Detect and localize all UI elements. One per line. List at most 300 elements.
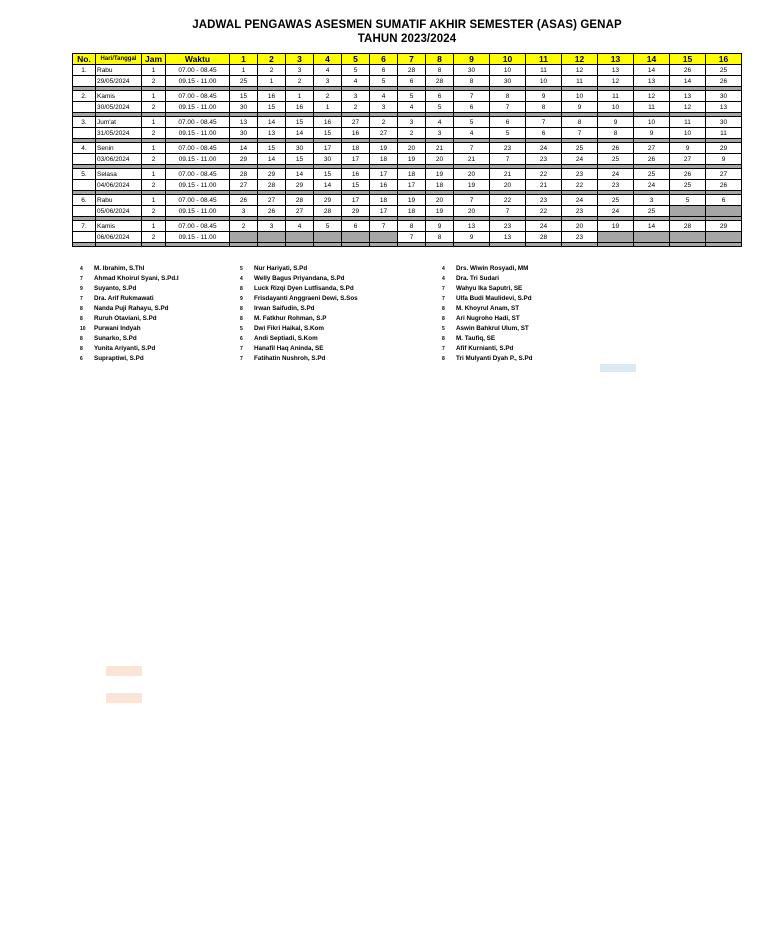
supervisor-count: 8 xyxy=(80,346,83,352)
room-cell: 17 xyxy=(370,169,398,180)
session-number: 1 xyxy=(142,195,166,206)
room-cell: 14 xyxy=(634,221,670,232)
room-cell: 22 xyxy=(526,169,562,180)
room-cell: 7 xyxy=(490,154,526,165)
separator-cell xyxy=(166,243,230,247)
session-time: 07.00 - 08.45 xyxy=(166,117,230,128)
session-time: 09.15 - 11.00 xyxy=(166,128,230,139)
room-cell: 14 xyxy=(230,143,258,154)
room-cell: 16 xyxy=(342,169,370,180)
room-cell: 21 xyxy=(454,154,490,165)
room-cell: 29 xyxy=(342,206,370,217)
supervisor-name: Fatihatin Nushroh, S.Pd xyxy=(254,355,326,362)
supervisor-name: Ari Nugroho Hadi, ST xyxy=(456,315,520,322)
room-cell: 18 xyxy=(398,169,426,180)
room-cell: 19 xyxy=(370,143,398,154)
room-cell: 30 xyxy=(230,102,258,113)
room-cell: 2 xyxy=(258,65,286,76)
room-cell: 3 xyxy=(634,195,670,206)
room-cell: 3 xyxy=(286,65,314,76)
room-cell: 4 xyxy=(454,128,490,139)
room-cell: 3 xyxy=(258,221,286,232)
room-cell xyxy=(670,206,706,217)
supervisor-name: Luck Rizqi Dyen Lutfisanda, S.Pd xyxy=(254,285,354,292)
room-cell: 20 xyxy=(398,143,426,154)
supervisor-name: M. Khoyrul Anam, ST xyxy=(456,305,520,312)
day-name: Rabu xyxy=(96,65,142,76)
supervisor-item xyxy=(80,354,179,364)
room-cell: 29 xyxy=(230,154,258,165)
column-header: 1 xyxy=(230,54,258,65)
room-cell: 6 xyxy=(370,65,398,76)
room-cell: 30 xyxy=(706,117,742,128)
room-cell: 8 xyxy=(490,91,526,102)
separator-cell xyxy=(314,243,342,247)
room-cell: 19 xyxy=(426,169,454,180)
room-cell: 15 xyxy=(286,154,314,165)
table-row xyxy=(73,102,742,113)
separator-cell xyxy=(230,243,258,247)
room-cell: 9 xyxy=(598,117,634,128)
table-row xyxy=(73,143,742,154)
room-cell: 7 xyxy=(454,195,490,206)
supervisor-item xyxy=(240,304,358,314)
room-cell: 19 xyxy=(426,206,454,217)
room-cell: 23 xyxy=(562,169,598,180)
room-cell: 13 xyxy=(598,65,634,76)
room-cell: 6 xyxy=(398,76,426,87)
highlight-cell xyxy=(106,666,142,676)
supervisor-count: 4 xyxy=(240,276,243,282)
supervisor-count: 9 xyxy=(80,286,83,292)
table-row xyxy=(73,221,742,232)
room-cell: 8 xyxy=(426,65,454,76)
room-cell: 10 xyxy=(598,102,634,113)
session-time: 09.15 - 11.00 xyxy=(166,154,230,165)
supervisor-count: 4 xyxy=(442,266,445,272)
room-cell: 7 xyxy=(454,143,490,154)
room-cell: 26 xyxy=(670,169,706,180)
room-cell: 18 xyxy=(426,180,454,191)
room-cell: 22 xyxy=(526,206,562,217)
room-cell xyxy=(342,232,370,243)
supervisor-name: Yunita Ariyanti, S.Pd xyxy=(94,345,156,352)
room-cell: 13 xyxy=(634,76,670,87)
supervisor-name: Purwani Indyah xyxy=(94,325,141,332)
session-number: 2 xyxy=(142,232,166,243)
supervisor-count: 7 xyxy=(442,346,445,352)
day-date: 06/06/2024 xyxy=(96,232,142,243)
room-cell: 14 xyxy=(286,128,314,139)
column-header: 2 xyxy=(258,54,286,65)
session-number: 2 xyxy=(142,76,166,87)
table-row xyxy=(73,232,742,243)
column-header: 6 xyxy=(370,54,398,65)
room-cell: 17 xyxy=(342,195,370,206)
room-cell: 6 xyxy=(454,102,490,113)
column-header: Jam xyxy=(142,54,166,65)
room-cell: 14 xyxy=(670,76,706,87)
day-name: Rabu xyxy=(96,195,142,206)
room-cell: 7 xyxy=(490,206,526,217)
supervisor-name: Suyanto, S.Pd xyxy=(94,285,137,292)
room-cell: 11 xyxy=(562,76,598,87)
room-cell: 20 xyxy=(454,206,490,217)
separator-cell xyxy=(634,243,670,247)
room-cell: 13 xyxy=(230,117,258,128)
supervisor-count: 6 xyxy=(240,336,243,342)
supervisor-count: 8 xyxy=(80,306,83,312)
day-date: 03/06/2024 xyxy=(96,154,142,165)
day-name: Kamis xyxy=(96,91,142,102)
supervisor-name: Wahyu Ika Saputri, SE xyxy=(456,285,523,292)
room-cell: 15 xyxy=(286,117,314,128)
room-cell: 16 xyxy=(342,128,370,139)
supervisor-item xyxy=(442,344,533,354)
room-cell: 7 xyxy=(454,91,490,102)
supervisor-name: Nur Hariyati, S.Pd xyxy=(254,265,308,272)
room-cell: 5 xyxy=(454,117,490,128)
separator-cell xyxy=(398,243,426,247)
room-cell: 28 xyxy=(258,180,286,191)
column-header: 14 xyxy=(634,54,670,65)
supervisor-item xyxy=(442,354,533,364)
room-cell: 15 xyxy=(258,102,286,113)
separator-cell xyxy=(562,243,598,247)
room-cell: 7 xyxy=(490,102,526,113)
room-cell: 25 xyxy=(598,195,634,206)
supervisor-name: Supraptiwi, S.Pd xyxy=(94,355,144,362)
session-number: 2 xyxy=(142,102,166,113)
room-cell: 10 xyxy=(562,91,598,102)
room-cell: 9 xyxy=(562,102,598,113)
session-time: 07.00 - 08.45 xyxy=(166,143,230,154)
supervisor-name: Dwi Fikri Haikal, S.Kom xyxy=(254,325,324,332)
room-cell: 20 xyxy=(426,195,454,206)
supervisor-name: Aswin Bahkrul Ulum, ST xyxy=(456,325,529,332)
supervisor-list-3 xyxy=(442,264,533,364)
supervisor-item xyxy=(442,294,533,304)
supervisor-count: 7 xyxy=(240,346,243,352)
room-cell: 15 xyxy=(314,169,342,180)
supervisor-item xyxy=(442,304,533,314)
row-number: 6. xyxy=(73,195,96,206)
supervisor-count: 4 xyxy=(80,266,83,272)
room-cell: 28 xyxy=(670,221,706,232)
room-cell: 8 xyxy=(526,102,562,113)
room-cell: 2 xyxy=(370,117,398,128)
column-header: 3 xyxy=(286,54,314,65)
room-cell: 3 xyxy=(314,76,342,87)
row-number: 5. xyxy=(73,169,96,180)
supervisor-count: 9 xyxy=(240,296,243,302)
row-number xyxy=(73,232,96,243)
room-cell: 5 xyxy=(490,128,526,139)
room-cell: 30 xyxy=(454,65,490,76)
supervisor-item xyxy=(240,284,358,294)
room-cell: 8 xyxy=(398,221,426,232)
room-cell: 27 xyxy=(706,169,742,180)
room-cell: 12 xyxy=(598,76,634,87)
table-row xyxy=(73,154,742,165)
room-cell: 27 xyxy=(670,154,706,165)
room-cell: 3 xyxy=(230,206,258,217)
room-cell: 17 xyxy=(370,206,398,217)
highlight-cell xyxy=(600,364,636,372)
supervisor-list-1 xyxy=(80,264,179,364)
supervisor-name: Sunarko, S.Pd xyxy=(94,335,137,342)
supervisor-item xyxy=(240,344,358,354)
room-cell xyxy=(370,232,398,243)
room-cell: 10 xyxy=(490,65,526,76)
supervisor-item xyxy=(80,324,179,334)
session-number: 1 xyxy=(142,117,166,128)
room-cell: 11 xyxy=(634,102,670,113)
room-cell: 23 xyxy=(490,221,526,232)
supervisor-name: Welly Bagus Priyandana, S.Pd xyxy=(254,275,345,282)
session-time: 07.00 - 08.45 xyxy=(166,195,230,206)
room-cell: 3 xyxy=(398,117,426,128)
session-number: 1 xyxy=(142,65,166,76)
supervisor-count: 10 xyxy=(80,326,86,332)
room-cell: 9 xyxy=(426,221,454,232)
room-cell: 2 xyxy=(230,221,258,232)
session-time: 07.00 - 08.45 xyxy=(166,65,230,76)
room-cell: 2 xyxy=(398,128,426,139)
column-header: 12 xyxy=(562,54,598,65)
column-header: No. xyxy=(73,54,96,65)
room-cell: 22 xyxy=(490,195,526,206)
supervisor-name: M. Ibrahim, S.Thl xyxy=(94,265,145,272)
session-number: 1 xyxy=(142,91,166,102)
room-cell: 4 xyxy=(398,102,426,113)
room-cell: 8 xyxy=(426,232,454,243)
room-cell: 7 xyxy=(398,232,426,243)
separator-cell xyxy=(706,243,742,247)
supervisor-count: 7 xyxy=(240,356,243,362)
session-time: 07.00 - 08.45 xyxy=(166,169,230,180)
room-cell: 25 xyxy=(706,65,742,76)
room-cell: 9 xyxy=(706,154,742,165)
room-cell: 4 xyxy=(286,221,314,232)
room-cell xyxy=(598,232,634,243)
supervisor-count: 6 xyxy=(80,356,83,362)
separator-cell xyxy=(286,243,314,247)
row-number: 1. xyxy=(73,65,96,76)
day-date: 04/06/2024 xyxy=(96,180,142,191)
session-number: 2 xyxy=(142,206,166,217)
supervisor-item xyxy=(442,334,533,344)
room-cell: 4 xyxy=(314,65,342,76)
room-cell: 25 xyxy=(670,180,706,191)
room-cell: 24 xyxy=(562,195,598,206)
room-cell: 23 xyxy=(562,206,598,217)
row-number: 2. xyxy=(73,91,96,102)
supervisor-name: Ulfa Budi Maulidevi, S.Pd xyxy=(456,295,532,302)
supervisor-count: 4 xyxy=(442,276,445,282)
room-cell: 22 xyxy=(562,180,598,191)
separator-cell xyxy=(73,243,96,247)
supervisor-count: 8 xyxy=(80,336,83,342)
room-cell: 30 xyxy=(706,91,742,102)
room-cell: 24 xyxy=(526,221,562,232)
room-cell: 4 xyxy=(426,117,454,128)
table-row xyxy=(73,169,742,180)
session-number: 2 xyxy=(142,180,166,191)
room-cell: 14 xyxy=(634,65,670,76)
separator-cell xyxy=(526,243,562,247)
supervisor-count: 7 xyxy=(442,296,445,302)
room-cell: 3 xyxy=(426,128,454,139)
room-cell: 9 xyxy=(454,232,490,243)
schedule-table xyxy=(72,53,742,247)
room-cell: 16 xyxy=(286,102,314,113)
table-row xyxy=(73,117,742,128)
separator-cell xyxy=(258,243,286,247)
supervisor-count: 8 xyxy=(442,336,445,342)
room-cell: 23 xyxy=(526,154,562,165)
room-cell: 11 xyxy=(670,117,706,128)
room-cell: 10 xyxy=(634,117,670,128)
room-cell: 13 xyxy=(258,128,286,139)
room-cell: 15 xyxy=(314,128,342,139)
supervisor-list-2 xyxy=(240,264,358,364)
room-cell: 27 xyxy=(634,143,670,154)
supervisor-name: Ruruh Otaviani, S.Pd xyxy=(94,315,157,322)
room-cell: 16 xyxy=(314,117,342,128)
room-cell: 28 xyxy=(526,232,562,243)
row-number xyxy=(73,154,96,165)
day-name: Selasa xyxy=(96,169,142,180)
room-cell: 19 xyxy=(454,180,490,191)
room-cell: 30 xyxy=(490,76,526,87)
room-cell: 19 xyxy=(598,221,634,232)
day-name: Senin xyxy=(96,143,142,154)
room-cell xyxy=(314,232,342,243)
supervisor-count: 7 xyxy=(80,276,83,282)
room-cell: 13 xyxy=(490,232,526,243)
room-cell: 29 xyxy=(706,143,742,154)
room-cell: 5 xyxy=(314,221,342,232)
column-header: 10 xyxy=(490,54,526,65)
supervisor-item xyxy=(442,314,533,324)
room-cell xyxy=(706,206,742,217)
room-cell: 13 xyxy=(454,221,490,232)
room-cell: 28 xyxy=(230,169,258,180)
supervisor-item xyxy=(442,264,533,274)
supervisor-count: 7 xyxy=(80,296,83,302)
column-header: 7 xyxy=(398,54,426,65)
room-cell: 25 xyxy=(634,169,670,180)
table-header-row xyxy=(73,54,742,65)
room-cell: 15 xyxy=(230,91,258,102)
room-cell: 6 xyxy=(706,195,742,206)
supervisor-item xyxy=(80,274,179,284)
row-number xyxy=(73,102,96,113)
column-header: 9 xyxy=(454,54,490,65)
session-time: 09.15 - 11.00 xyxy=(166,76,230,87)
column-header: Hari/Tanggal xyxy=(96,54,142,65)
separator-cell xyxy=(598,243,634,247)
room-cell: 14 xyxy=(258,117,286,128)
room-cell: 16 xyxy=(258,91,286,102)
row-number: 4. xyxy=(73,143,96,154)
supervisor-item xyxy=(80,344,179,354)
supervisor-name: Nanda Puji Rahayu, S.Pd xyxy=(94,305,169,312)
supervisor-count: 8 xyxy=(80,316,83,322)
room-cell: 1 xyxy=(230,65,258,76)
day-name: Kamis xyxy=(96,221,142,232)
room-cell: 17 xyxy=(314,143,342,154)
room-cell: 23 xyxy=(526,195,562,206)
supervisor-count: 8 xyxy=(442,316,445,322)
document-subtitle: TAHUN 2023/2024 xyxy=(357,33,457,45)
room-cell: 26 xyxy=(258,206,286,217)
room-cell: 17 xyxy=(342,154,370,165)
room-cell xyxy=(706,232,742,243)
row-number: 7. xyxy=(73,221,96,232)
table-row xyxy=(73,65,742,76)
row-number xyxy=(73,128,96,139)
room-cell: 2 xyxy=(342,102,370,113)
column-header: Waktu xyxy=(166,54,230,65)
supervisor-count: 8 xyxy=(442,356,445,362)
supervisor-item xyxy=(80,284,179,294)
room-cell: 27 xyxy=(286,206,314,217)
room-cell: 2 xyxy=(314,91,342,102)
room-cell xyxy=(230,232,258,243)
room-cell: 23 xyxy=(562,232,598,243)
room-cell: 24 xyxy=(526,143,562,154)
room-cell: 19 xyxy=(398,195,426,206)
room-cell: 3 xyxy=(342,91,370,102)
column-header: 16 xyxy=(706,54,742,65)
room-cell: 21 xyxy=(426,143,454,154)
room-cell: 20 xyxy=(426,154,454,165)
supervisor-count: 8 xyxy=(240,316,243,322)
room-cell: 11 xyxy=(706,128,742,139)
room-cell: 27 xyxy=(370,128,398,139)
supervisor-item xyxy=(442,274,533,284)
room-cell: 5 xyxy=(426,102,454,113)
column-header: 13 xyxy=(598,54,634,65)
table-row xyxy=(73,206,742,217)
session-number: 2 xyxy=(142,128,166,139)
row-number: 3. xyxy=(73,117,96,128)
separator-cell xyxy=(490,243,526,247)
room-cell: 6 xyxy=(342,221,370,232)
room-cell xyxy=(634,232,670,243)
room-cell: 6 xyxy=(490,117,526,128)
supervisor-name: Irwan Saifudin, S.Pd xyxy=(254,305,315,312)
room-cell: 18 xyxy=(398,206,426,217)
session-time: 07.00 - 08.45 xyxy=(166,91,230,102)
supervisor-item xyxy=(80,264,179,274)
room-cell: 9 xyxy=(634,128,670,139)
room-cell: 17 xyxy=(398,180,426,191)
room-cell: 28 xyxy=(286,195,314,206)
supervisor-item xyxy=(442,324,533,334)
room-cell: 26 xyxy=(634,154,670,165)
supervisor-count: 8 xyxy=(240,286,243,292)
room-cell: 5 xyxy=(398,91,426,102)
document-title: JADWAL PENGAWAS ASESMEN SUMATIF AKHIR SEMESTER (ASAS) GENAP xyxy=(192,19,622,31)
column-header: 4 xyxy=(314,54,342,65)
table-row xyxy=(73,91,742,102)
room-cell: 14 xyxy=(286,169,314,180)
room-cell: 29 xyxy=(258,169,286,180)
column-header: 5 xyxy=(342,54,370,65)
